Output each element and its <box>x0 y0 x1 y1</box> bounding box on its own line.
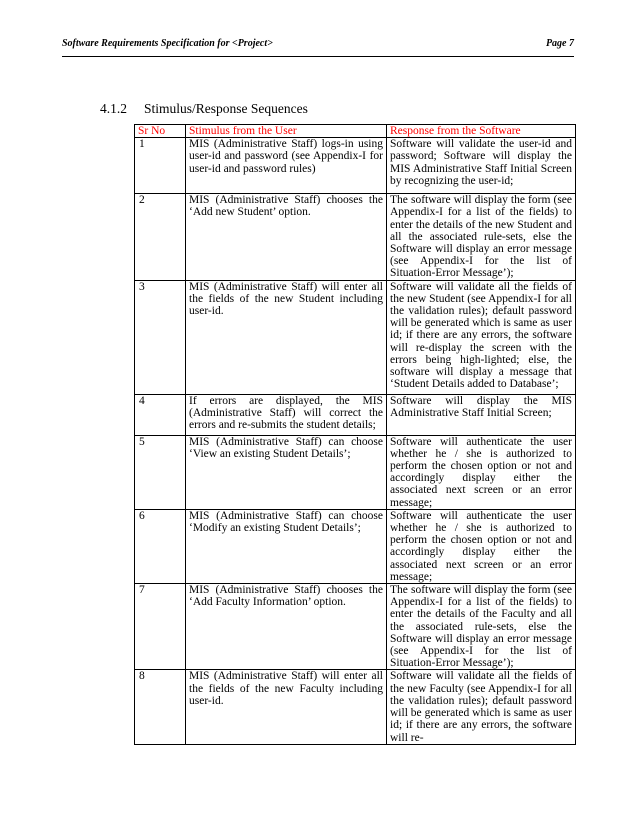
stimulus-cell: MIS (Administrative Staff) will enter all the fields of the new Faculty including user-id. <box>186 670 387 744</box>
stimulus-cell: MIS (Administrative Staff) chooses the ‘Add new Student’ option. <box>186 194 387 280</box>
sr-no-cell: 8 <box>135 670 186 744</box>
sr-no-cell: 3 <box>135 280 186 394</box>
response-cell: Software will authenticate the user whether he / she is authorized to perform the chosen option or not and accordingly display either the associated next screen or an error message; <box>387 509 576 583</box>
response-cell: Software will validate all the fields of the new Faculty (see Appendix-I for all the validation rules); default password will be generated which is same as user id; if there are any errors, the software will re- <box>387 670 576 744</box>
column-header-response: Response from the Software <box>387 125 576 138</box>
page-header <box>62 38 574 56</box>
response-cell: The software will display the form (see Appendix-I for a list of the fields) to enter the details of the Faculty and all the associated rule-sets, else the Software will display an error message (see Appendix-I for the list of Situation-Error Message’); <box>387 584 576 670</box>
table-row <box>135 280 576 394</box>
page-number: Page 7 <box>545 38 574 49</box>
sr-no-cell: 5 <box>135 435 186 509</box>
stimulus-cell: MIS (Administrative Staff) can choose ‘View an existing Student Details’; <box>186 435 387 509</box>
table-row <box>135 509 576 583</box>
sr-no-cell: 7 <box>135 584 186 670</box>
section-heading <box>100 101 308 117</box>
sr-no-cell: 4 <box>135 394 186 435</box>
response-cell: Software will validate the user-id and password; Software will display the MIS Administrative Staff Initial Screen by recognizing the user-id; <box>387 138 576 194</box>
table-row <box>135 584 576 670</box>
column-header-stimulus: Stimulus from the User <box>186 125 387 138</box>
stimulus-response-table <box>134 124 576 745</box>
table-row <box>135 194 576 280</box>
table-row <box>135 394 576 435</box>
document-title: Software Requirements Specification for <Project> <box>62 38 273 49</box>
sr-no-cell: 6 <box>135 509 186 583</box>
response-cell: Software will display the MIS Administrative Staff Initial Screen; <box>387 394 576 435</box>
response-cell: The software will display the form (see Appendix-I for a list of the fields) to enter the details of the new Student and all the associated rule-sets, else the Software will display an error message (see Appendix-I for the list of Situation-Error Message’); <box>387 194 576 280</box>
stimulus-cell: If errors are displayed, the MIS (Administrative Staff) will correct the errors and re-submits the student details; <box>186 394 387 435</box>
column-header-sr-no: Sr No <box>135 125 186 138</box>
response-cell: Software will authenticate the user whether he / she is authorized to perform the chosen option or not and accordingly display either the associated next screen or an error message; <box>387 435 576 509</box>
sr-no-cell: 2 <box>135 194 186 280</box>
section-title: Stimulus/Response Sequences <box>144 101 308 116</box>
header-divider <box>62 56 574 57</box>
section-number: 4.1.2 <box>100 101 127 116</box>
stimulus-cell: MIS (Administrative Staff) will enter all the fields of the new Student including user-id. <box>186 280 387 394</box>
table-row <box>135 435 576 509</box>
sr-no-cell: 1 <box>135 138 186 194</box>
stimulus-cell: MIS (Administrative Staff) logs-in using user-id and password (see Appendix-I for user-id and password rules) <box>186 138 387 194</box>
table-header-row <box>135 125 576 138</box>
table-row <box>135 138 576 194</box>
table-row <box>135 670 576 744</box>
stimulus-cell: MIS (Administrative Staff) chooses the ‘Add Faculty Information’ option. <box>186 584 387 670</box>
stimulus-cell: MIS (Administrative Staff) can choose ‘Modify an existing Student Details’; <box>186 509 387 583</box>
response-cell: Software will validate all the fields of the new Student (see Appendix-I for all the validation rules); default password will be generated which is same as user id; if there are any errors, the software will re-display the screen with the errors being high-lighted; else, the software will display a message that ‘Student Details added to Database’; <box>387 280 576 394</box>
